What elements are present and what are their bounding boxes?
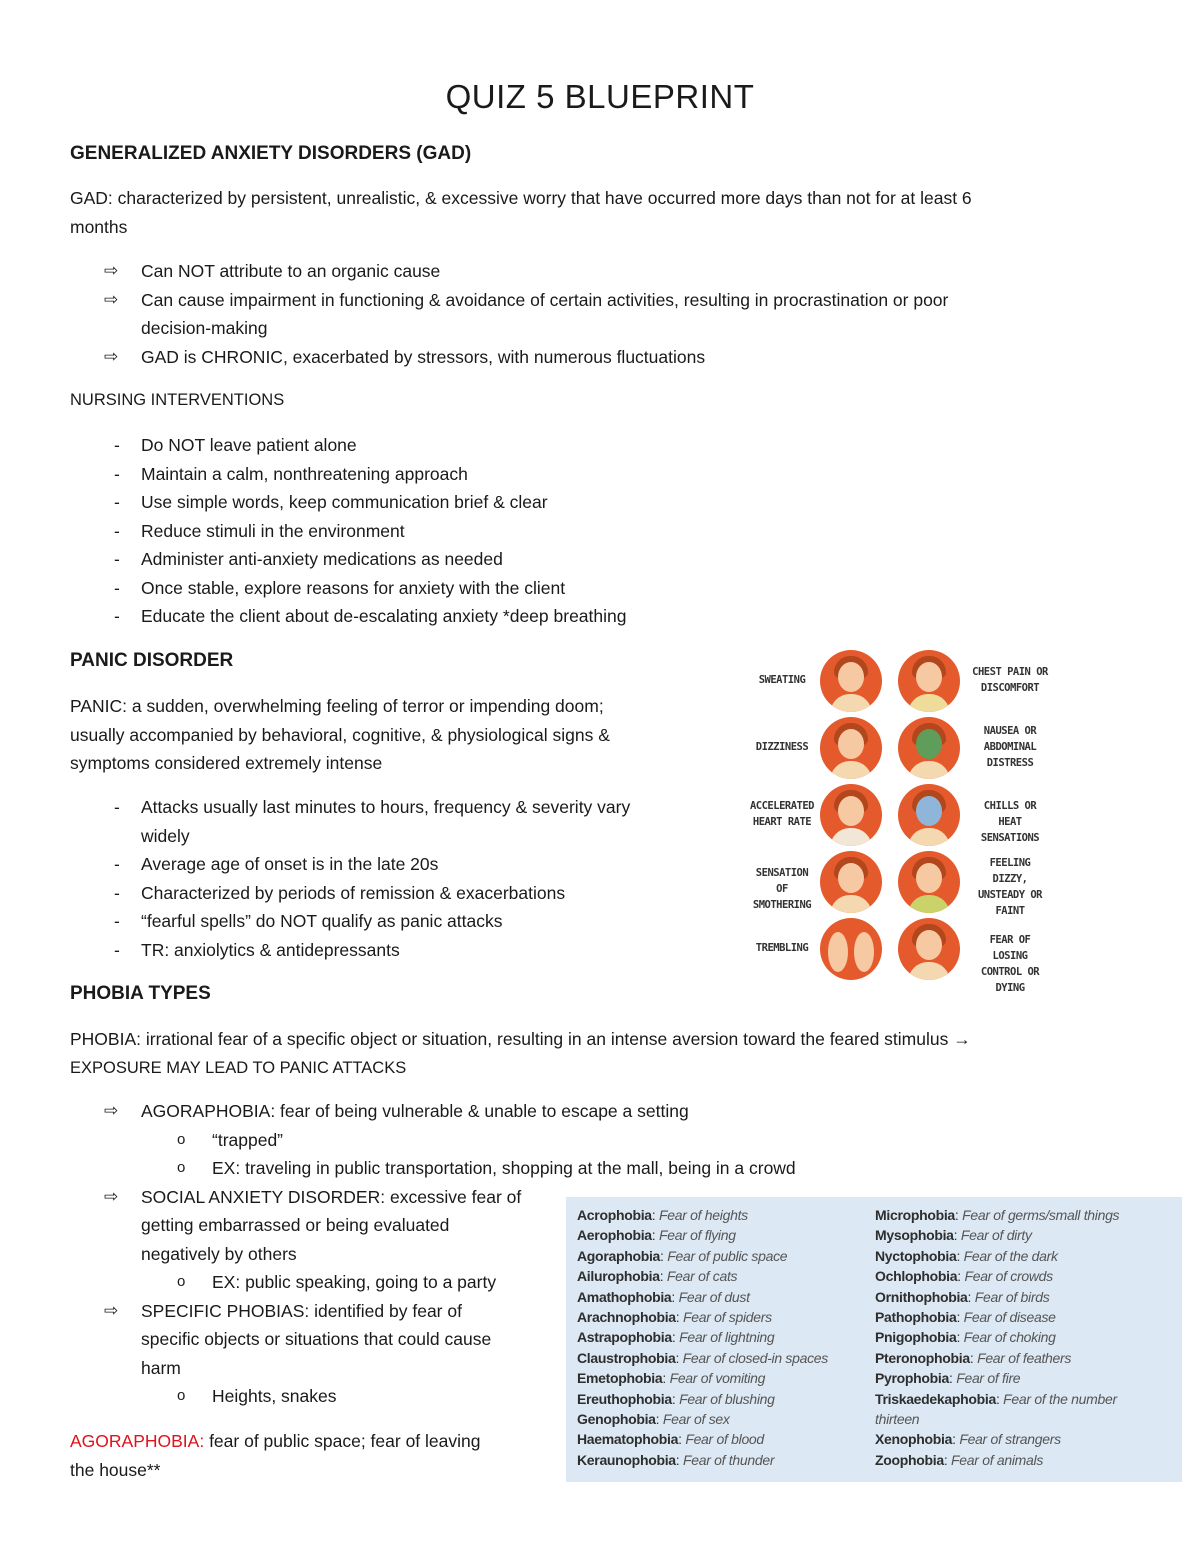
list-item-continuation: specific objects or situations that could cause [141, 1329, 492, 1349]
phobia-description: Fear of cats [666, 1268, 738, 1285]
symptom-row [748, 851, 1048, 917]
list-item: - Average age of onset is in the late 20s [70, 850, 630, 879]
list-item: ⇨ Can NOT attribute to an organic cause [70, 257, 948, 286]
symptom-label: FEAR OF LOSING CONTROL OR DYING [980, 934, 1040, 994]
list-item-continuation: widely [141, 825, 190, 846]
phobia-name: Nyctophobia [875, 1247, 957, 1264]
phobia-name: Mysophobia [875, 1227, 954, 1244]
phobia-description: Fear of public space [667, 1247, 788, 1264]
sweating-illustration [820, 650, 882, 712]
phobia-entry [875, 1409, 1119, 1429]
phobia-entry: Emetophobia: Fear of vomiting [577, 1370, 766, 1387]
gad-heading: GENERALIZED ANXIETY DISORDERS (GAD) [70, 143, 472, 164]
symptom-label: ACCELERATED HEART RATE [749, 800, 815, 828]
phobia-entry: Pnigophobia: Fear of choking [875, 1329, 1056, 1346]
interventions-list [70, 431, 626, 631]
nausea-illustration [898, 717, 960, 779]
phobia-reference-table [566, 1197, 1182, 1482]
phobia-name: Zoophobia [875, 1451, 944, 1468]
agoraphobia-note [70, 1427, 480, 1484]
phobia-definition-line: PHOBIA: irrational fear of a specific object or situation, resulting in an intense aversion toward the feared stimulus → [70, 1029, 971, 1049]
gad-definition-line: months [70, 216, 128, 237]
list-item: - Maintain a calm, nonthreatening approach [70, 460, 626, 489]
symptom-label: CHEST PAIN OR DISCOMFORT [972, 666, 1048, 694]
sub-bullet: o [177, 1159, 186, 1176]
sub-list-item: o EX: public speaking, going to a party [70, 1268, 796, 1297]
panic-definition [70, 692, 610, 778]
phobia-name: Ailurophobia [577, 1268, 660, 1285]
list-item: ⇨ AGORAPHOBIA: fear of being vulnerable & unable to escape a setting [70, 1097, 796, 1126]
phobia-description: Fear of dirty [960, 1227, 1032, 1244]
sub-bullet: o [177, 1387, 186, 1404]
phobia-name: Emetophobia [577, 1370, 663, 1387]
phobia-name: Pteronophobia [875, 1349, 970, 1366]
phobia-entry: Haematophobia: Fear of blood [577, 1431, 764, 1448]
phobia-description: Fear of animals [951, 1451, 1044, 1468]
panic-points-list [70, 793, 630, 964]
symptom-row [748, 650, 1048, 712]
list-item: - Use simple words, keep communication brief & clear [70, 488, 626, 517]
list-item: ⇨ SPECIFIC PHOBIAS: identified by fear of [70, 1297, 796, 1326]
phobia-name: Ereuthophobia [577, 1390, 672, 1407]
chills-illustration [898, 784, 960, 846]
phobia-name: Arachnophobia [577, 1309, 676, 1326]
chest-pain-illustration [898, 650, 960, 712]
phobia-description: Fear of vomiting [669, 1370, 766, 1387]
phobia-entry: Ornithophobia: Fear of birds [875, 1288, 1050, 1305]
symptom-label: SWEATING [758, 674, 806, 686]
phobia-name: Acrophobia [577, 1207, 652, 1223]
phobia-entry: Pyrophobia: Fear of fire [875, 1370, 1021, 1387]
list-item: ⇨ Can cause impairment in functioning & avoidance of certain activities, resulting in procrastination or poor [70, 286, 948, 315]
symptom-label: TREMBLING [755, 942, 809, 954]
right-arrow-outline-icon: ⇨ [104, 1186, 119, 1206]
phobia-description: Fear of dust [678, 1288, 750, 1305]
phobia-name: Pyrophobia [875, 1370, 950, 1387]
list-item-continuation: harm [141, 1357, 181, 1378]
phobia-description: Fear of sex [662, 1411, 730, 1428]
phobia-description: Fear of feathers [977, 1349, 1072, 1366]
smothering-illustration [820, 851, 882, 913]
phobia-description: Fear of closed-in spaces [682, 1349, 828, 1366]
phobia-name: Agoraphobia [577, 1247, 661, 1264]
phobia-entry: Acrophobia: Fear of heights [577, 1207, 748, 1223]
interventions-heading: NURSING INTERVENTIONS [70, 391, 285, 409]
list-item: - Attacks usually last minutes to hours, frequency & severity vary [70, 793, 630, 822]
right-arrow-outline-icon: ⇨ [104, 1300, 119, 1320]
phobia-description: Fear of strangers [959, 1431, 1061, 1448]
list-item: - Administer anti-anxiety medications as needed [70, 545, 626, 574]
phobia-entry: Ereuthophobia: Fear of blushing [577, 1390, 775, 1407]
phobia-name: Pnigophobia [875, 1329, 957, 1346]
phobia-entry: Genophobia: Fear of sex [577, 1411, 730, 1428]
phobia-name: Ornithophobia [875, 1288, 968, 1305]
list-item: ⇨ GAD is CHRONIC, exacerbated by stressors, with numerous fluctuations [70, 343, 948, 372]
list-item-continuation: decision-making [141, 318, 268, 338]
phobia-name: Haematophobia [577, 1431, 679, 1448]
sub-list-item: o Heights, snakes [70, 1382, 796, 1411]
list-item: - TR: anxiolytics & antidepressants [70, 936, 630, 965]
phobia-description: Fear of disease [963, 1309, 1056, 1326]
phobia-description: Fear of the number [1003, 1390, 1117, 1407]
list-item: ⇨ SOCIAL ANXIETY DISORDER: excessive fear of [70, 1183, 796, 1212]
phobia-entry: Pteronophobia: Fear of feathers [875, 1349, 1072, 1366]
phobia-column-right [875, 1205, 1119, 1470]
phobia-entry: Nyctophobia: Fear of the dark [875, 1247, 1058, 1264]
symptom-row [748, 784, 1048, 846]
faint-illustration [898, 851, 960, 913]
list-item-continuation: negatively by others [141, 1243, 297, 1264]
page-title: QUIZ 5 BLUEPRINT [445, 78, 755, 115]
panic-symptoms-infographic [748, 645, 1048, 994]
gad-points-list [70, 257, 948, 371]
phobia-name: Pathophobia [875, 1309, 957, 1326]
panic-definition-line: usually accompanied by behavioral, cognitive, & physiological signs & [70, 724, 610, 745]
phobia-description: Fear of the dark [963, 1247, 1058, 1264]
phobia-description: Fear of blood [685, 1431, 764, 1448]
phobia-description: Fear of thunder [682, 1451, 775, 1468]
panic-definition-line: symptoms considered extremely intense [70, 753, 383, 773]
list-item: - Reduce stimuli in the environment [70, 517, 626, 546]
phobia-name: Keraunophobia [577, 1451, 676, 1468]
symptom-label: CHILLS OR HEAT SENSATIONS [980, 800, 1040, 844]
phobia-entry: Pathophobia: Fear of disease [875, 1309, 1056, 1326]
phobia-entry: Amathophobia: Fear of dust [577, 1288, 750, 1305]
list-item: - Characterized by periods of remission & exacerbations [70, 879, 630, 908]
dizziness-illustration [820, 717, 882, 779]
phobia-entry: Astrapophobia: Fear of lightning [577, 1329, 775, 1346]
phobia-entry: Ailurophobia: Fear of cats [577, 1268, 738, 1285]
gad-definition [70, 184, 972, 241]
phobia-description: Fear of spiders [682, 1309, 772, 1326]
agoraphobia-note-line: the house** [70, 1459, 161, 1480]
phobia-description: thirteen [875, 1411, 920, 1428]
phobia-definition [70, 1025, 971, 1082]
list-item: - Educate the client about de-escalating anxiety *deep breathing [70, 602, 626, 631]
phobia-entry: Zoophobia: Fear of animals [875, 1451, 1044, 1468]
agoraphobia-note-line: AGORAPHOBIA: fear of public space; fear of leaving [70, 1431, 481, 1451]
panic-definition-line: PANIC: a sudden, overwhelming feeling of terror or impending doom; [70, 696, 604, 716]
right-arrow-outline-icon: ⇨ [104, 261, 119, 280]
phobia-name: Claustrophobia [577, 1349, 676, 1366]
phobia-name: Aerophobia [577, 1227, 652, 1244]
phobia-entry: Claustrophobia: Fear of closed-in spaces [577, 1349, 828, 1366]
phobia-description: Fear of heights [658, 1207, 748, 1223]
phobia-description: Fear of germs/small things [962, 1207, 1120, 1223]
phobia-description: Fear of choking [963, 1329, 1056, 1346]
panic-heading: PANIC DISORDER [70, 650, 234, 671]
phobia-heading: PHOBIA TYPES [70, 983, 211, 1004]
phobia-name: Astrapophobia [577, 1329, 672, 1346]
phobia-name: Xenophobia [875, 1431, 953, 1448]
list-item: - “fearful spells” do NOT qualify as panic attacks [70, 907, 630, 936]
phobia-entry: Microphobia: Fear of germs/small things [875, 1207, 1120, 1223]
list-item: - Once stable, explore reasons for anxiety with the client [70, 574, 626, 603]
phobia-description: Fear of crowds [964, 1268, 1053, 1285]
phobia-entry: Keraunophobia: Fear of thunder [577, 1451, 775, 1468]
phobia-description: Fear of flying [658, 1227, 736, 1244]
phobia-description: Fear of fire [956, 1370, 1021, 1387]
phobia-entry: Triskaedekaphobia: Fear of the number [875, 1390, 1117, 1407]
symptom-row [748, 918, 1048, 994]
phobia-name: Ochlophobia [875, 1268, 958, 1285]
phobia-description: Fear of lightning [679, 1329, 775, 1346]
symptom-row [748, 717, 1048, 779]
gad-definition-line: GAD: characterized by persistent, unrealistic, & excessive worry that have occurred more days than not for at least 6 [70, 188, 972, 208]
phobia-name: Amathophobia [577, 1288, 672, 1305]
phobia-entry: Aerophobia: Fear of flying [577, 1227, 736, 1244]
phobia-entry: Agoraphobia: Fear of public space [577, 1247, 788, 1264]
phobia-entry: Arachnophobia: Fear of spiders [577, 1309, 772, 1326]
trembling-hands-illustration [820, 918, 882, 980]
right-arrow-outline-icon: ⇨ [104, 1101, 119, 1120]
sub-list-item: o “trapped” [70, 1126, 796, 1155]
right-arrow-outline-icon: ⇨ [104, 346, 119, 366]
phobia-name: Triskaedekaphobia [875, 1390, 996, 1407]
phobia-description: Fear of birds [974, 1288, 1050, 1305]
phobia-entry: Xenophobia: Fear of strangers [875, 1431, 1061, 1448]
right-arrow-outline-icon: ⇨ [104, 289, 119, 309]
phobia-column-left [577, 1205, 828, 1470]
phobia-description: Fear of blushing [679, 1390, 775, 1407]
phobia-entry: Ochlophobia: Fear of crowds [875, 1268, 1053, 1285]
sub-bullet: o [177, 1130, 186, 1148]
phobia-name: Microphobia [875, 1207, 955, 1223]
phobia-name: Genophobia [577, 1411, 656, 1428]
fear-losing-control-illustration [898, 918, 960, 980]
phobia-entry: Mysophobia: Fear of dirty [875, 1227, 1032, 1244]
list-item-continuation: getting embarrassed or being evaluated [141, 1215, 450, 1235]
agoraphobia-note-label: AGORAPHOBIA: [70, 1431, 205, 1451]
symptom-label: NAUSEA OR ABDOMINAL DISTRESS [983, 725, 1037, 769]
symptom-label: SENSATION OF SMOTHERING [752, 867, 812, 911]
symptom-label: FEELING DIZZY, UNSTEADY OR FAINT [977, 857, 1043, 917]
list-item: - Do NOT leave patient alone [70, 431, 626, 460]
phobia-definition-line: EXPOSURE MAY LEAD TO PANIC ATTACKS [70, 1058, 407, 1077]
symptom-label: DIZZINESS [755, 741, 809, 753]
heart-rate-illustration [820, 784, 882, 846]
sub-bullet: o [177, 1273, 186, 1290]
sub-list-item: o EX: traveling in public transportation, shopping at the mall, being in a crowd [70, 1154, 796, 1183]
